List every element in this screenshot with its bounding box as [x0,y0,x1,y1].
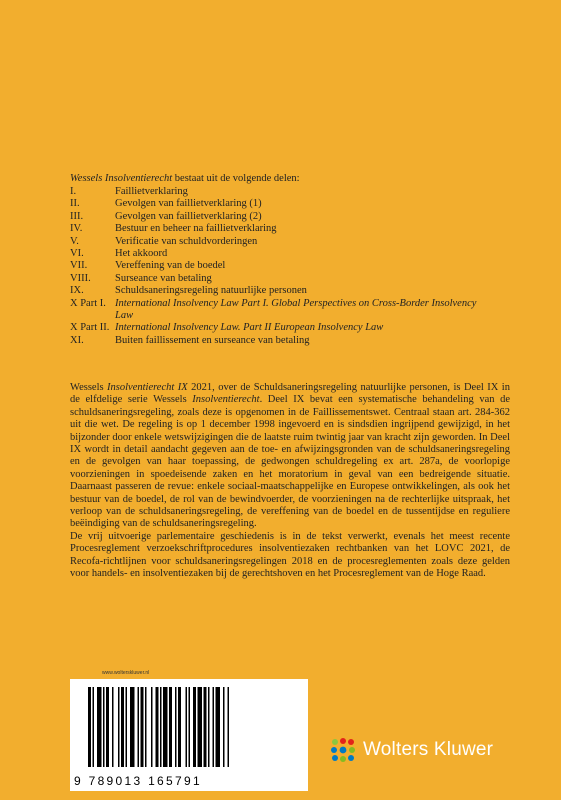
part-number: III. [70,210,84,222]
barcode-bar [121,687,124,767]
publisher-logo [329,736,493,764]
barcode-bar [103,687,105,767]
publisher-url: www.wolterskluwer.nl [102,670,150,676]
part-title: Surseance van betaling [115,272,212,284]
barcode-bar [156,687,159,767]
series-name: Wessels Insolventierecht [70,173,173,184]
part-title: Schuldsaneringsregeling natuurlijke personen [115,285,307,297]
part-number: II. [70,198,80,210]
description-text: 2021, over de Schuldsaneringsregeling natuurlijke personen, is Deel IX in de elfdelige serie Wessels [70,382,510,406]
isbn-digits: 9 789013 165791 [74,774,202,788]
part-title: International Insolvency Law. Part II European Insolvency Law [115,322,384,334]
wolters-kluwer-logo-icon [329,736,357,764]
list-item [70,273,490,285]
barcode-bar [193,687,196,767]
barcode-block [70,670,310,798]
list-item [70,285,490,297]
part-title: Gevolgen van faillietverklaring (1) [115,198,262,210]
barcode [70,679,308,791]
barcode-bar [130,687,135,767]
part-number: IV. [70,223,83,235]
part-number: VIII. [70,272,91,284]
part-number: VII. [70,260,88,272]
part-number: X Part II. [70,322,110,334]
barcode-bar [145,687,147,767]
barcode-bar [208,687,210,767]
part-number: X Part I. [70,297,106,309]
barcode-bar [106,687,109,767]
barcode-bar [138,687,140,767]
barcode-bar [141,687,144,767]
part-title: Het akkoord [115,248,168,260]
part-title: Gevolgen van faillietverklaring (2) [115,210,262,222]
series-title: Insolventierecht [192,394,260,406]
barcode-bar [198,687,203,767]
barcode-bar [93,687,95,767]
barcode-bar [186,687,188,767]
list-item [70,298,490,323]
barcode-bar [228,687,230,767]
part-number: XI. [70,334,84,346]
logo-text: Wolters Kluwer [363,739,494,760]
barcode-bar [97,687,102,767]
part-number: IX. [70,285,84,297]
barcode-bar [189,687,191,767]
barcode-bars [88,687,288,767]
barcode-bar [118,687,120,767]
list-item [70,198,490,210]
barcode-bar [163,687,168,767]
part-title: Bestuur en beheer na faillietverklaring [115,223,277,235]
list-item [70,335,490,347]
series-intro [70,172,300,185]
series-intro-text: bestaat uit de volgende delen: [172,173,300,184]
barcode-bar [216,687,221,767]
volume-title: Insolventierecht IX [107,382,188,393]
barcode-bar [160,687,162,767]
part-number: VI. [70,248,84,260]
part-title: Faillietverklaring [115,186,188,197]
list-item [70,211,490,223]
barcode-bar [178,687,181,767]
description-paragraph [70,382,510,531]
barcode-bar [126,687,128,767]
part-title: Verificatie van schuldvorderingen [115,235,258,247]
barcode-bar [151,687,153,767]
part-number: I. [70,186,77,197]
description-text: . Deel IX bevat een systematische behandeling van de schuldsaneringsregeling, zoals deze is opgenomen in de Faillissementswet. Centraal staan art. 284-362 uit die wet. De regeling is op 1 december 1998 ingevoerd en is sindsdien ingrijpend gewijzigd, in het bijzonder door enkele wetswijzigingen die de laatste ruim twintig jaar van kracht zijn geworden. In Deel IX wordt in detail aandacht gegeven aan de toe- en afwijzingsgronden van de schuldsaneringsregeling en de gevolgen van haar toepassing, de gedwongen schuldregeling ex art. 287a, de voorlopige voorzieningen in spoedeisende zaken en het moratorium in geval van een bedreigende situatie. Daarnaast passeren de revue: enkele sociaal-maatschappelijke en Europese ontwikkelingen, als ook het bestuur van de boedel, de rol van de bewindvoerder, de voorzieningen na de rechterlijke uitspraak, het verloop van de schuldsaneringsregeling, de vereffening van de boedel en de tussentijdse en reguliere beëindiging van de schuldsaneringsregeling. [70,394,510,530]
barcode-bar [112,687,114,767]
barcode-bar [223,687,225,767]
list-item [70,223,490,235]
barcode-bar [88,687,91,767]
description-paragraph: De vrij uitvoerige parlementaire geschiedenis is in de tekst verwerkt, evenals het meest recente Procesreglement verzoekschriftprocedures insolventiezaken rechtbanken van het LOVC 2021, de Recofa-richtlijnen voor schuldsaneringsregelingen 2018 en de procesreglementen zoals deze gelden voor handels- en insolventiezaken bij de gerechtshoven en het Procesreglement van de Hoge Raad. [70,530,510,580]
list-item [70,186,490,198]
part-number: V. [70,235,79,247]
barcode-bar [175,687,177,767]
barcode-bar [204,687,207,767]
part-title: International Insolvency Law Part I. Global Perspectives on Cross-Border Insolvency Law [115,297,477,322]
barcode-bar [169,687,172,767]
part-title: Buiten faillissement en surseance van betaling [115,334,310,346]
list-item [70,260,490,272]
part-title: Vereffening van de boedel [115,260,226,272]
description-text: Wessels [70,382,108,393]
barcode-bar [213,687,215,767]
list-item [70,248,490,260]
parts-list [70,186,490,347]
book-description [70,382,510,581]
list-item [70,236,490,248]
list-item [70,322,490,334]
